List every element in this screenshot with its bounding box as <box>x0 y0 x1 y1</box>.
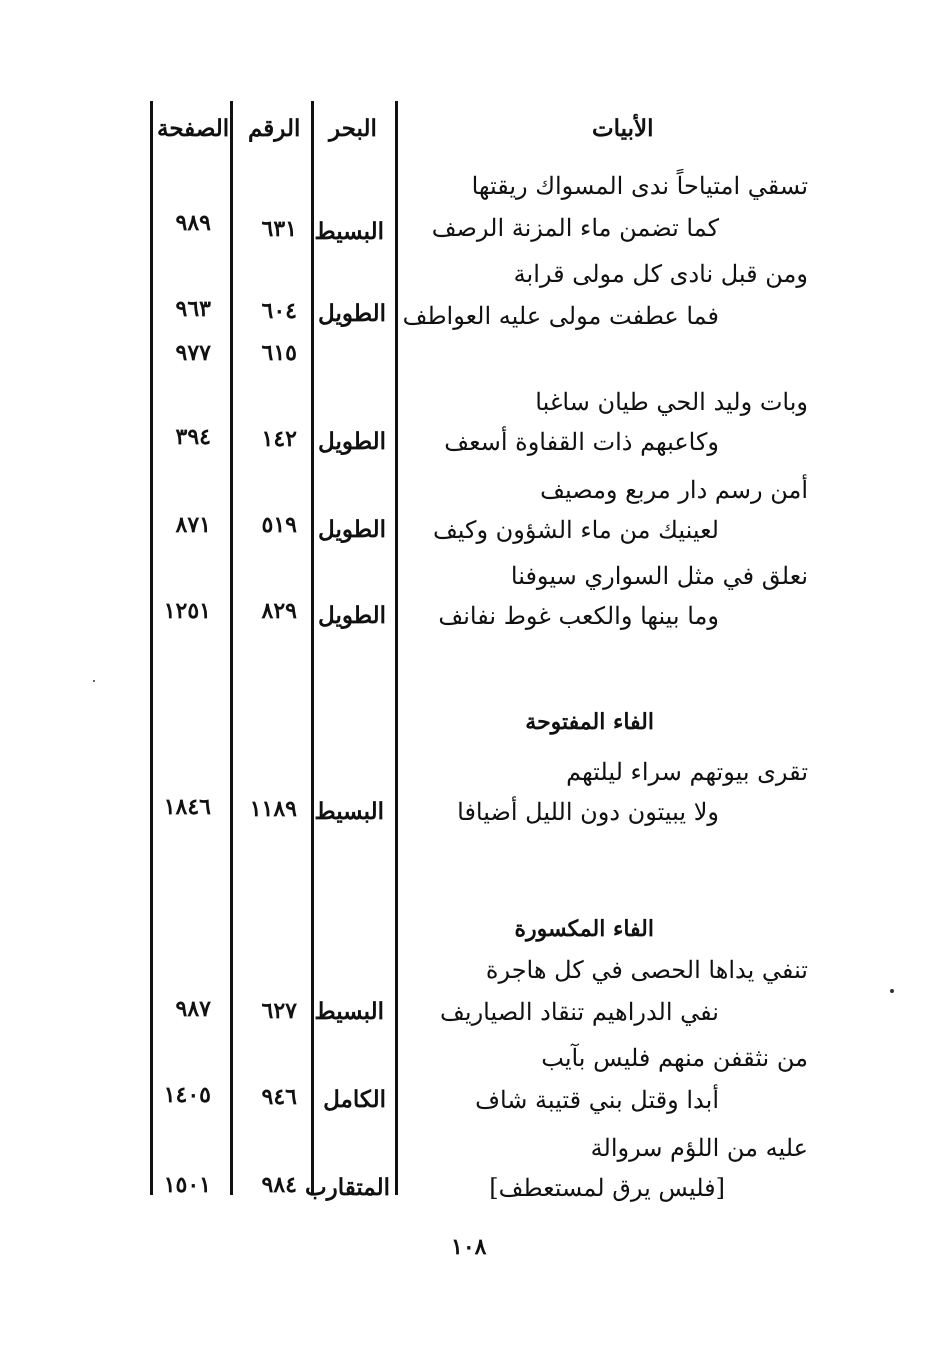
page-cell: ١٨٤٦ <box>163 794 211 820</box>
number-cell: ٦٢٧ <box>261 998 297 1024</box>
number-cell: ٨٢٩ <box>261 598 297 624</box>
column-rule-number-meter <box>311 101 314 1195</box>
page-cell: ٩٧٧ <box>175 340 211 366</box>
page-cell: ١٤٠٥ <box>163 1082 211 1108</box>
verse-line-second: وكاعبهم ذات القفاوة أسعف <box>444 428 719 456</box>
verse-line-first: وبات وليد الحي طيان ساغبا <box>535 388 808 416</box>
number-cell: ٩٨٤ <box>261 1172 297 1198</box>
verse-line-first: تقرى بيوتهم سراء ليلتهم <box>566 758 808 786</box>
number-cell: ٥١٩ <box>261 512 297 538</box>
verse-line-second: أبدا وقتل بني قتيبة شاف <box>475 1086 719 1114</box>
number-cell: ١٤٢ <box>261 426 297 452</box>
number-cell: ٦٣١ <box>261 216 297 242</box>
header-verses: الأبيات <box>592 115 654 142</box>
meter-cell: المتقارب <box>304 1174 390 1201</box>
scan-speck <box>93 680 95 682</box>
section-heading: الفاء المفتوحة <box>525 709 654 735</box>
verse-line-second: ولا يبيتون دون الليل أضيافا <box>457 798 719 826</box>
meter-cell: الطويل <box>318 428 386 455</box>
verse-line-second: فما عطفت مولى عليه العواطف <box>402 302 719 330</box>
meter-cell: الطويل <box>318 602 386 629</box>
page-cell: ٩٨٩ <box>175 210 211 236</box>
number-cell: ٦١٥ <box>261 340 297 366</box>
column-rule-meter-verses <box>395 101 398 1195</box>
header-page: الصفحة <box>157 115 230 142</box>
verse-line-first: تسقي امتياحاً ندى المسواك ريقتها <box>471 172 808 200</box>
page-cell: ٨٧١ <box>175 512 211 538</box>
verse-line-first: أمن رسم دار مربع ومصيف <box>540 476 808 504</box>
meter-cell: الكامل <box>323 1086 386 1113</box>
verse-line-second: [فليس يرق لمستعطف] <box>489 1174 725 1202</box>
verse-line-first: تنفي يداها الحصى في كل هاجرة <box>485 956 808 984</box>
meter-cell: البسيط <box>314 218 384 245</box>
page-number: ١٠٨ <box>451 1234 487 1260</box>
verse-line-second: لعينيك من ماء الشؤون وكيف <box>432 516 719 544</box>
verse-line-first: نعلق في مثل السواري سيوفنا <box>510 562 808 590</box>
column-rule-left <box>150 101 153 1195</box>
page-cell: ٩٦٣ <box>175 296 211 322</box>
verse-line-first: ومن قبل نادى كل مولى قرابة <box>513 260 808 288</box>
verse-line-second: نفي الدراهيم تنقاد الصياريف <box>440 998 719 1026</box>
page-cell: ٩٨٧ <box>175 996 211 1022</box>
number-cell: ٦٠٤ <box>261 298 297 324</box>
section-heading: الفاء المكسورة <box>514 916 654 942</box>
page-cell: ٣٩٤ <box>175 424 211 450</box>
verse-line-second: وما بينها والكعب غوط نفانف <box>438 602 719 630</box>
scan-speck <box>890 989 894 993</box>
page-cell: ١٥٠١ <box>163 1172 211 1198</box>
meter-cell: البسيط <box>314 798 384 825</box>
header-number: الرقم <box>248 115 301 142</box>
column-rule-page-number <box>230 101 233 1195</box>
header-meter: البحر <box>329 115 377 142</box>
page-cell: ١٢٥١ <box>163 598 211 624</box>
verse-line-second: كما تضمن ماء المزنة الرصف <box>431 214 719 242</box>
verse-line-first: عليه من اللؤم سروالة <box>590 1134 808 1162</box>
verse-line-first: من نثقفن منهم فليس بآيب <box>541 1044 808 1072</box>
meter-cell: الطويل <box>318 516 386 543</box>
number-cell: ٩٤٦ <box>261 1084 297 1110</box>
meter-cell: البسيط <box>314 998 384 1025</box>
number-cell: ١١٨٩ <box>249 796 297 822</box>
meter-cell: الطويل <box>318 300 386 327</box>
